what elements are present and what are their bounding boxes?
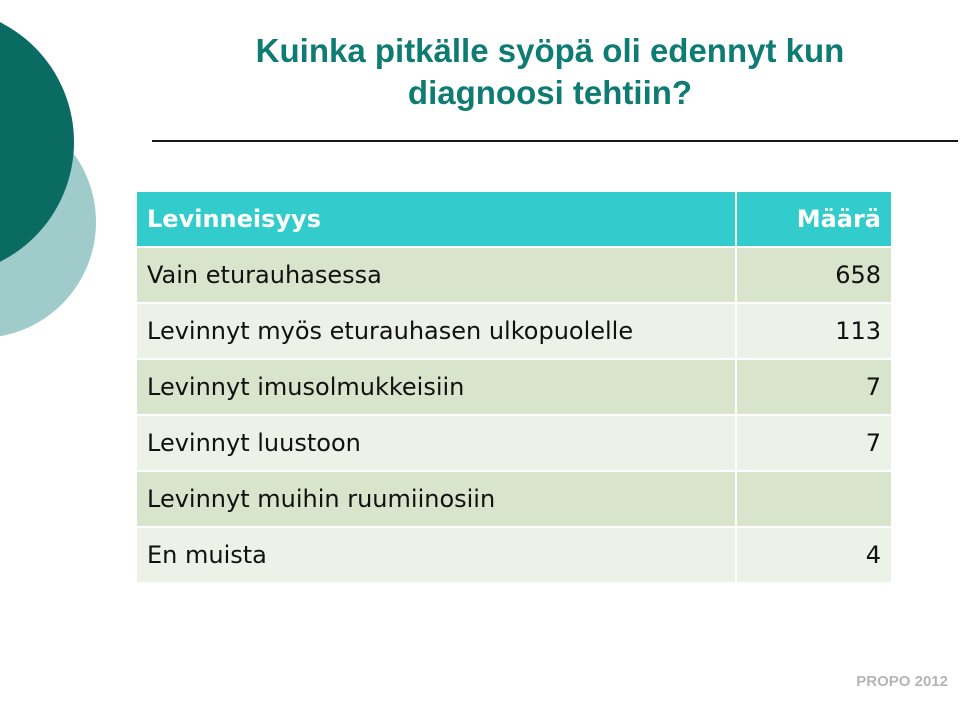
row-value: 658 — [736, 247, 892, 303]
slide-title — [150, 30, 950, 114]
row-label: Levinnyt imusolmukkeisiin — [136, 359, 736, 415]
header-maara: Määrä — [736, 191, 892, 247]
row-value: 4 — [736, 527, 892, 583]
row-label: Levinnyt luustoon — [136, 415, 736, 471]
table-row — [136, 527, 892, 583]
footer-label: PROPO 2012 — [856, 673, 948, 690]
title-divider — [152, 140, 958, 142]
row-value: 7 — [736, 415, 892, 471]
header-levinneisyys: Levinneisyys — [136, 191, 736, 247]
results-table — [135, 190, 893, 584]
row-label: Vain eturauhasessa — [136, 247, 736, 303]
row-value — [736, 471, 892, 527]
title-line-1: Kuinka pitkälle syöpä oli edennyt kun — [255, 32, 845, 69]
title-line-2: diagnoosi tehtiin? — [407, 74, 693, 111]
row-label: Levinnyt myös eturauhasen ulkopuolelle — [136, 303, 736, 359]
row-label: Levinnyt muihin ruumiinosiin — [136, 471, 736, 527]
table-row — [136, 303, 892, 359]
table-header-row — [136, 191, 892, 247]
row-label: En muista — [136, 527, 736, 583]
table-row — [136, 247, 892, 303]
row-value: 113 — [736, 303, 892, 359]
table-row — [136, 471, 892, 527]
decorative-circles — [0, 0, 110, 380]
table-row — [136, 359, 892, 415]
row-value: 7 — [736, 359, 892, 415]
table-row — [136, 415, 892, 471]
